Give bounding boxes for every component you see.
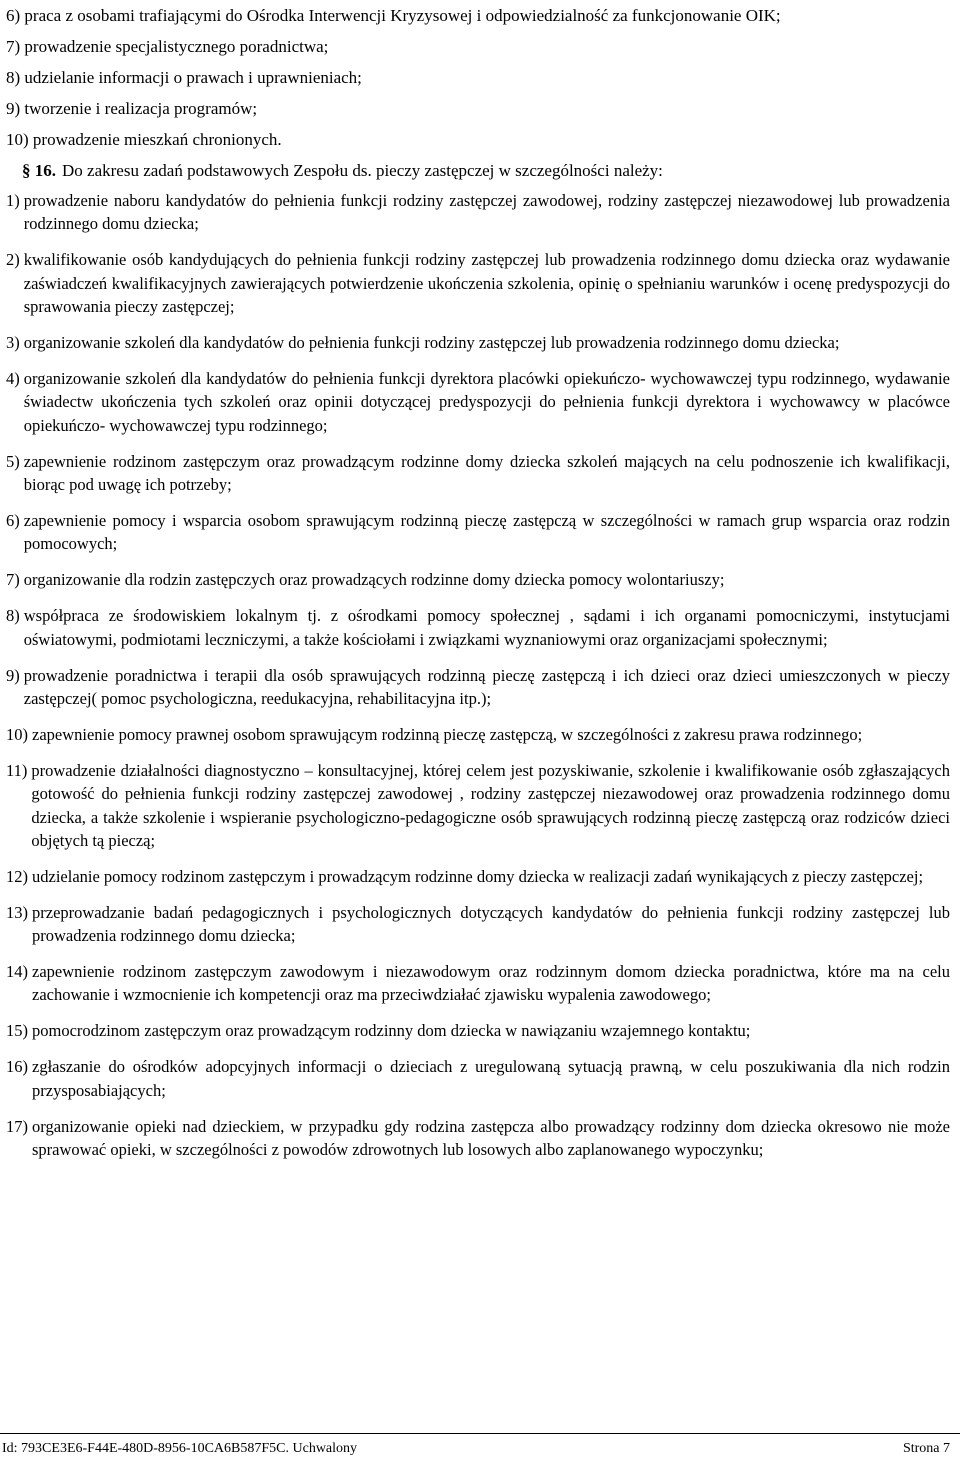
task-item-number: 4): [6, 368, 20, 388]
task-item-number: 6): [6, 510, 20, 530]
task-item: [6, 1055, 950, 1102]
task-item-text: organizowanie szkoleń dla kandydatów do pełnienia funkcji dyrektora placówki opiekuńczo- wychowawczej typu rodzinnego, wydawanie świadectw ukończenia tych szkoleń oraz opinii dotyczącej predyspozycji do pełnienia funkcji dyrektora i wychowawcy w placówce opiekuńczo- wychowawczej typu rodzinnego;: [23, 368, 950, 435]
task-item: [6, 367, 950, 437]
document-id: Id: 793CE3E6-F44E-480D-8956-10CA6B587F5C. Uchwalony: [2, 1441, 358, 1456]
task-item: [6, 1019, 950, 1042]
task-item-text: zapewnienie pomocy i wsparcia osobom sprawującym rodzinną pieczę zastępczą w szczególności w ramach grup wsparcia oraz rodzin pomocowych;: [23, 510, 950, 554]
section-intro: Do zakresu zadań podstawowych Zespołu ds. pieczy zastępczej w szczególności należy:: [62, 161, 663, 180]
task-item-number: 14): [6, 962, 28, 982]
task-item: [6, 901, 950, 948]
task-item: [6, 604, 950, 651]
task-item: [6, 189, 950, 236]
task-item-number: 2): [6, 250, 20, 270]
task-item-text: prowadzenie poradnictwa i terapii dla osób sprawujących rodzinną pieczę zastępczą i ich dzieci oraz dzieci umieszczonych w pieczy zastępczej( pomoc psychologiczna, reedukacyjna, rehabilitacyjna itp.);: [23, 665, 950, 708]
task-item-text: zgłaszanie do ośrodków adopcyjnych informacji o dzieciach z uregulowaną sytuacją prawną, w celu poszukiwania dla nich rodzin przysposabiających;: [32, 1057, 950, 1100]
task-item-text: zapewnienie rodzinom zastępczym zawodowym i niezawodowym oraz rodzinnym domom dziecka poradnictwa, które ma na celu zachowanie i wzmocnienie ich kompetencji oraz ma przeciwdziałać zjawisku wypalenia zawodowego;: [32, 962, 950, 1005]
task-item-number: 7): [6, 570, 20, 590]
task-item-number: 17): [6, 1116, 28, 1136]
section-number: [22, 161, 56, 180]
list-item: 10) prowadzenie mieszkań chronionych.: [6, 130, 282, 149]
task-item-number: 10): [6, 724, 28, 744]
task-item-text: współpraca ze środowiskiem lokalnym tj. z ośrodkami pomocy społecznej , sądami i ich organami pomocniczymi, instytucjami oświatowymi, podmiotami leczniczymi, a także kościołami i związkami wyznaniowymi oraz organizacjami społecznymi;: [23, 606, 950, 649]
task-item: [6, 960, 950, 1007]
list-item: 7) prowadzenie specjalistycznego poradnictwa;: [6, 37, 329, 56]
list-item: 6) praca z osobami trafiającymi do Ośrodka Interwencji Kryzysowej i odpowiedzialność za funkcjonowanie OIK;: [6, 6, 781, 25]
task-item-number: 15): [6, 1021, 28, 1041]
section-heading: [6, 159, 950, 183]
task-item-number: 5): [6, 451, 20, 471]
task-item-text: organizowanie szkoleń dla kandydatów do pełnienia funkcji rodziny zastępczej lub prowadzenia rodzinnego domu dziecka;: [23, 333, 840, 353]
list-item: 8) udzielanie informacji o prawach i uprawnieniach;: [6, 68, 362, 87]
task-item: [6, 331, 950, 354]
task-item: [6, 759, 950, 853]
task-item-number: 11): [6, 760, 28, 780]
page-number: Strona 7: [902, 1441, 950, 1456]
task-item-number: 16): [6, 1057, 28, 1077]
task-item: [6, 509, 950, 556]
task-item-text: pomocrodzinom zastępczym oraz prowadzącym rodzinny dom dziecka w nawiązaniu wzajemnego kontaktu;: [32, 1021, 751, 1041]
task-item-text: organizowanie dla rodzin zastępczych oraz prowadzących rodzinne domy dziecka pomocy wolontariuszy;: [23, 570, 725, 590]
task-item: [6, 723, 950, 746]
section-symbol: §: [22, 161, 31, 180]
task-item-number: 1): [6, 191, 20, 210]
task-item: [6, 568, 950, 591]
task-item: [6, 1115, 950, 1162]
section-number-value: 16.: [34, 161, 56, 180]
task-item-text: kwalifikowanie osób kandydujących do pełnienia funkcji rodziny zastępczej lub prowadzenia rodzinnego domu dziecka oraz wydawanie zaświadczeń kwalifikacyjnych zawierających potwierdzenie ukończenia szkolenia, opinię o spełnianiu warunków i ocenę predyspozycji do sprawowania pieczy zastępczej;: [23, 250, 950, 317]
task-item-text: przeprowadzanie badań pedagogicznych i psychologicznych dotyczących kandydatów do pełnienia funkcji rodziny zastępczej lub prowadzenia rodzinnego domu dziecka;: [32, 902, 950, 946]
task-item-number: 8): [6, 606, 20, 626]
task-item-number: 9): [6, 665, 20, 685]
document-page: [6, 0, 950, 1174]
task-list: [6, 189, 950, 1161]
footer-divider: [0, 1433, 960, 1434]
task-item-text: prowadzenie naboru kandydatów do pełnienia funkcji rodziny zastępczej zawodowej, rodziny zastępczej niezawodowej lub prowadzenia rodzinnego domu dziecka;: [23, 191, 950, 234]
continued-list: [6, 4, 950, 152]
task-item-text: udzielanie pomocy rodzinom zastępczym i prowadzącym rodzinne domy dziecka w realizacji zadań wynikających z pieczy zastępczej;: [32, 866, 924, 886]
list-item: 9) tworzenie i realizacja programów;: [6, 99, 258, 118]
task-item: [6, 450, 950, 497]
task-item-number: 13): [6, 902, 28, 922]
task-item: [6, 865, 950, 888]
task-item-text: zapewnienie pomocy prawnej osobom sprawującym rodzinną pieczę zastępczą, w szczególności z zakresu prawa rodzinnego;: [32, 724, 863, 744]
task-item: [6, 664, 950, 711]
task-item-number: 12): [6, 866, 28, 886]
task-item: [6, 248, 950, 318]
task-item-text: organizowanie opieki nad dzieckiem, w przypadku gdy rodzina zastępcza albo prowadzący rodzinny dom dziecka okresowo nie może sprawować opieki, w szczególności z powodów zdrowotnych lub losowych albo zaplanowanego wypoczynku;: [32, 1116, 950, 1159]
task-item-text: zapewnienie rodzinom zastępczym oraz prowadzącym rodzinne domy dziecka szkoleń mających na celu podnoszenie ich kwalifikacji, biorąc pod uwagę ich potrzeby;: [23, 451, 950, 495]
page-footer: [2, 1440, 950, 1458]
task-item-text: prowadzenie działalności diagnostyczno – konsultacyjnej, której celem jest pozyskiwanie, szkolenie i kwalifikowanie osób zgłaszających gotowość do pełnienia funkcji rodziny zastępczej zawodowej , rodziny zastępczej niezawodowej oraz prowadzenia rodzinnego domu dziecka, a także szkolenie i wspieranie psychologiczno-pedagogiczne osób sprawujących rodzinną pieczę zastępczą oraz rodziców dzieci objętych tą pieczą;: [31, 760, 950, 850]
task-item-number: 3): [6, 333, 20, 353]
